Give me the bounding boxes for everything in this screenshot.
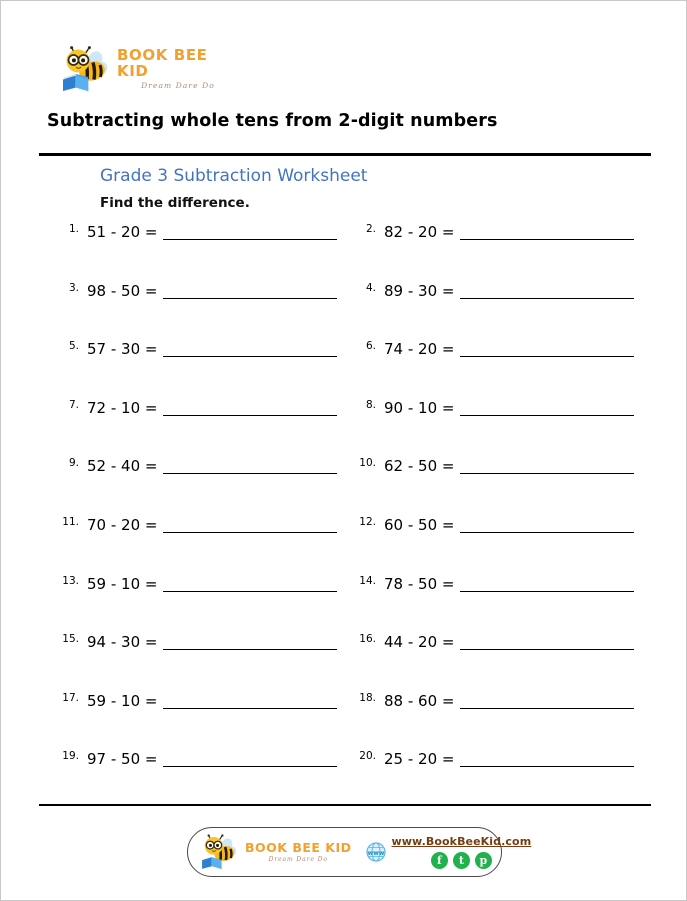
problem-number: 18. (359, 691, 376, 704)
problem-number: 3. (68, 281, 79, 294)
page-title: Subtracting whole tens from 2-digit numbers (47, 111, 498, 131)
problem-expression: 90 - 10 = (384, 398, 455, 417)
answer-blank[interactable] (460, 750, 634, 767)
answer-blank[interactable] (163, 282, 337, 299)
problem-item (356, 337, 634, 367)
problem-item (356, 747, 634, 777)
problem-grid (1, 220, 687, 806)
logo-text (117, 45, 239, 91)
problem-number: 16. (359, 633, 376, 646)
problem-item (59, 454, 337, 484)
problem-row (1, 747, 687, 806)
answer-blank[interactable] (163, 516, 337, 533)
problem-row (1, 572, 687, 631)
problem-item (59, 747, 337, 777)
problem-expression: 59 - 10 = (87, 574, 158, 593)
problem-row (1, 396, 687, 455)
problem-expression: 89 - 30 = (384, 281, 455, 300)
answer-blank[interactable] (460, 282, 634, 299)
problem-number: 11. (62, 515, 79, 528)
answer-blank[interactable] (163, 750, 337, 767)
social-links (431, 852, 492, 869)
answer-blank[interactable] (460, 340, 634, 357)
instruction-text: Find the difference. (100, 195, 250, 211)
answer-blank[interactable] (460, 692, 634, 709)
problem-item (356, 630, 634, 660)
problem-item (356, 689, 634, 719)
problem-row (1, 513, 687, 572)
problem-number: 13. (62, 574, 79, 587)
problem-number: 8. (365, 398, 376, 411)
facebook-icon[interactable]: f (431, 852, 448, 869)
problem-number: 4. (365, 281, 376, 294)
problem-row (1, 454, 687, 513)
problem-item (59, 337, 337, 367)
problem-item (59, 689, 337, 719)
header-logo (59, 45, 239, 93)
problem-item (356, 454, 634, 484)
problem-number: 17. (62, 691, 79, 704)
problem-item (59, 220, 337, 250)
problem-item (356, 279, 634, 309)
problem-item (356, 396, 634, 426)
problem-expression: 74 - 20 = (384, 340, 455, 359)
problem-item (59, 572, 337, 602)
problem-expression: 59 - 10 = (87, 691, 158, 710)
problem-expression: 78 - 50 = (384, 574, 455, 593)
problem-row (1, 630, 687, 689)
footer-brand-name: BOOK BEE KID (245, 839, 352, 855)
problem-expression: 52 - 40 = (87, 457, 158, 476)
problem-number: 20. (359, 750, 376, 763)
problem-number: 5. (68, 340, 79, 353)
problem-expression: 98 - 50 = (87, 281, 158, 300)
footer-divider (39, 804, 651, 806)
answer-blank[interactable] (460, 516, 634, 533)
problem-number: 6. (365, 340, 376, 353)
problem-number: 9. (68, 457, 79, 470)
answer-blank[interactable] (163, 457, 337, 474)
answer-blank[interactable] (460, 223, 634, 240)
problem-row (1, 279, 687, 338)
problem-expression: 88 - 60 = (384, 691, 455, 710)
answer-blank[interactable] (163, 340, 337, 357)
problem-item (59, 396, 337, 426)
problem-expression: 72 - 10 = (87, 398, 158, 417)
footer-logo-text (245, 841, 352, 863)
problem-number: 1. (68, 223, 79, 235)
problem-expression: 44 - 20 = (384, 633, 455, 652)
footer-links (392, 835, 532, 869)
problem-item (59, 513, 337, 543)
problem-expression: 70 - 20 = (87, 515, 158, 534)
problem-expression: 57 - 30 = (87, 340, 158, 359)
problem-number: 7. (68, 398, 79, 411)
problem-number: 12. (359, 515, 376, 528)
answer-blank[interactable] (163, 223, 337, 240)
problem-expression: 25 - 20 = (384, 750, 455, 769)
problem-expression: 82 - 20 = (384, 223, 455, 241)
pinterest-icon[interactable]: p (475, 852, 492, 869)
answer-blank[interactable] (460, 399, 634, 416)
footer-brand-tagline: Dream Dare Do (268, 856, 328, 864)
problem-item (356, 572, 634, 602)
bee-logo-icon (199, 834, 239, 870)
problem-expression: 97 - 50 = (87, 750, 158, 769)
twitter-icon[interactable]: t (453, 852, 470, 869)
logo-brand-name: BOOK BEE KID (117, 45, 208, 80)
answer-blank[interactable] (460, 575, 634, 592)
problem-row (1, 337, 687, 396)
title-divider (39, 153, 651, 156)
problem-item (356, 513, 634, 543)
problem-number: 19. (62, 750, 79, 763)
footer-contact (366, 835, 532, 869)
answer-blank[interactable] (163, 692, 337, 709)
grade-subtitle: Grade 3 Subtraction Worksheet (100, 166, 368, 186)
problem-expression: 51 - 20 = (87, 223, 158, 241)
answer-blank[interactable] (460, 633, 634, 650)
problem-row (1, 689, 687, 748)
svg-text:www: www (367, 850, 384, 857)
problem-row (1, 220, 687, 279)
problem-number: 10. (359, 457, 376, 470)
problem-number: 2. (365, 223, 376, 235)
problem-item (356, 220, 634, 250)
footer-logo (199, 834, 352, 870)
problem-expression: 62 - 50 = (384, 457, 455, 476)
answer-blank[interactable] (163, 575, 337, 592)
answer-blank[interactable] (163, 399, 337, 416)
logo-tagline: Dream Dare Do (141, 81, 215, 91)
footer-bar (187, 827, 532, 877)
problem-expression: 60 - 50 = (384, 515, 455, 534)
globe-icon (366, 842, 386, 862)
problem-item (59, 279, 337, 309)
problem-item (59, 630, 337, 660)
problem-expression: 94 - 30 = (87, 633, 158, 652)
bee-logo-icon (59, 46, 111, 92)
problem-number: 15. (62, 633, 79, 646)
answer-blank[interactable] (163, 633, 337, 650)
website-link[interactable]: www.BookBeeKid.com (391, 835, 532, 848)
answer-blank[interactable] (460, 457, 634, 474)
problem-number: 14. (359, 574, 376, 587)
